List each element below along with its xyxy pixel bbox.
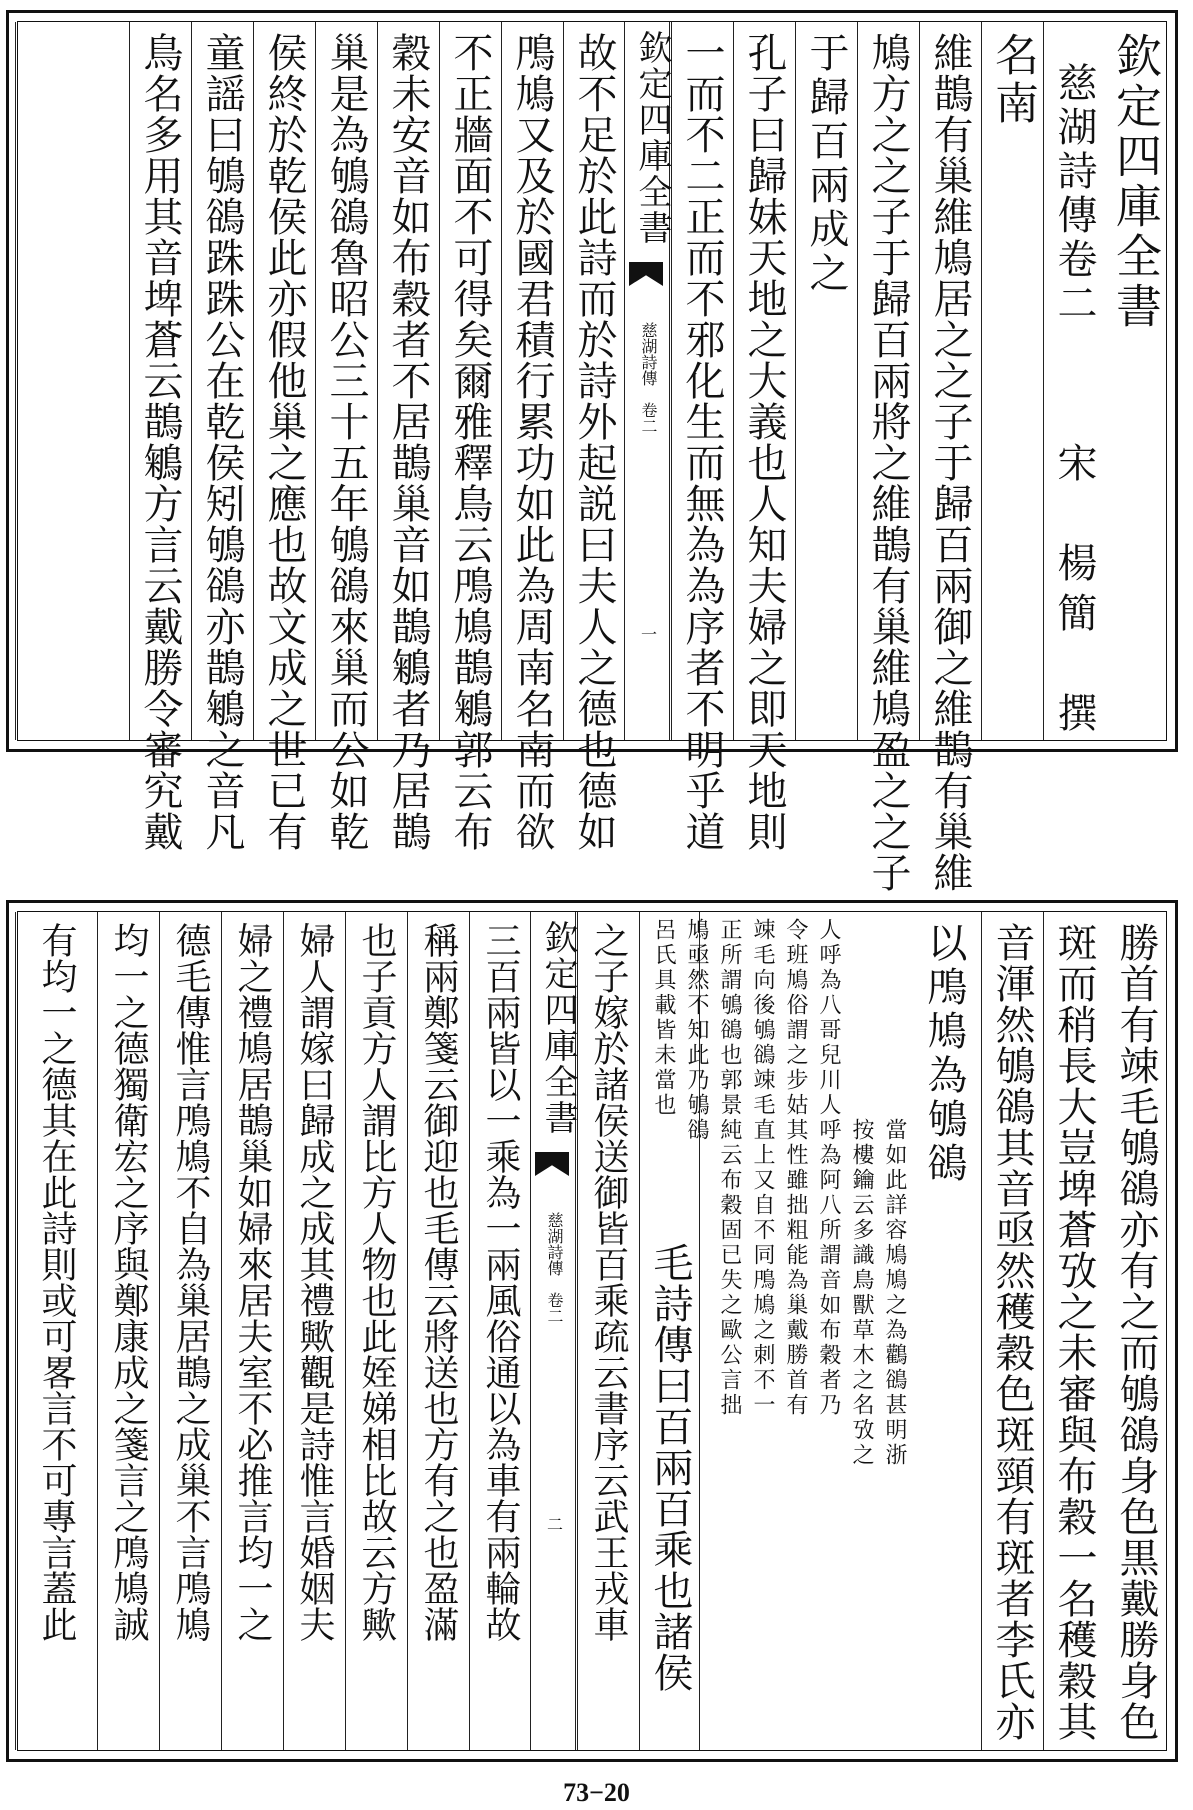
text-column <box>563 22 624 852</box>
center-fold <box>530 912 576 1750</box>
text-column <box>1043 912 1104 1750</box>
text-column <box>345 912 406 1750</box>
annotation-line: 呂氏具載皆未當也 <box>651 918 676 1118</box>
text-column <box>639 912 700 1750</box>
annotation-line: 按樓鑰云多識鳥獸草木之名攷之 <box>849 1118 874 1468</box>
text-column <box>377 22 438 852</box>
annotation-line: 人呼為八哥兒川人呼為阿八所謂音如布穀者乃 <box>816 918 841 1418</box>
text-line: 勝首有竦毛鴝鵒亦有之而鴝鵒身色黒戴勝身色 <box>1113 922 1159 1742</box>
header-text: 欽定四庫全書 <box>1109 32 1163 332</box>
text-column <box>15 912 96 1750</box>
title-text: 慈湖詩傳卷二 <box>1051 62 1097 326</box>
text-column <box>1106 912 1166 1750</box>
page-number: 一 <box>641 625 658 644</box>
text-line: 侯終於乾侯此亦假他巢之應也故文成之世已有 <box>261 32 307 852</box>
text-line: 名南 <box>987 32 1038 128</box>
annotation-line: 竦毛向後鴝鵒竦毛直上又自不同鳲鳩之刺不一 <box>750 918 775 1418</box>
text-line: 三百兩皆以一乘為一兩風俗通以為車有兩輪故 <box>480 922 521 1642</box>
text-column <box>315 22 376 852</box>
text-line: 故不足於此詩而於詩外起説曰夫人之德也德如 <box>571 32 617 852</box>
scan-page-number: 73−20 <box>563 1778 630 1807</box>
center-book-title: 欽定四庫全書 <box>538 920 578 1136</box>
text-line: 穀未安音如布穀者不居鵲巢音如鵲鵴者乃居鵲 <box>385 32 431 852</box>
center-subtitle: 慈湖詩傳 卷二 <box>639 322 658 434</box>
text-column <box>407 912 468 1750</box>
text-line: 孔子曰歸妹天地之大義也人知夫婦之即天地則 <box>741 32 787 852</box>
text-column <box>733 22 794 852</box>
text-line: 音渾然鴝鵒其音亟然穫穀色斑頸有斑者李氏亦 <box>989 922 1035 1742</box>
text-column <box>283 912 344 1750</box>
text-line: 毛詩傳曰百兩百乘也諸侯 <box>647 1242 693 1693</box>
text-line: 有均一之德其在此詩則或可畧言不可專言蓋此 <box>36 922 77 1642</box>
text-line: 鳥名多用其音埤蒼云鵲鵴方言云戴勝令審究戴 <box>137 32 183 852</box>
text-column <box>129 22 190 852</box>
text-line: 于歸百兩成之 <box>803 32 849 296</box>
text-line: 婦之禮鳩居鵲巢如婦來居夫室不必推言均一之 <box>232 922 273 1642</box>
text-line: 巢是為鴝鵒魯昭公三十五年鴝鵒來巢而公如乾 <box>323 32 369 852</box>
text-column <box>981 912 1042 1750</box>
text-line: 以鳲鳩為鴝鵒 <box>921 922 967 1186</box>
bottom-page-frame <box>17 911 1167 1751</box>
annotation-line: 鳩亟然不知此乃鴝鵒 <box>684 918 709 1143</box>
text-column <box>221 912 282 1750</box>
title-column <box>1043 22 1104 740</box>
text-line: 斑而稍長大豈埤蒼攷之未審與布穀一名穫穀其 <box>1051 922 1097 1742</box>
text-column <box>253 22 314 852</box>
text-column <box>15 22 128 740</box>
center-book-title: 欽定四庫全書 <box>632 30 672 246</box>
text-line: 維鵲有巢維鳩居之之子于歸百兩御之維鵲有巢維 <box>927 32 973 893</box>
text-line: 均一之德獨衛宏之序與鄭康成之箋言之鳲鳩誠 <box>108 922 149 1642</box>
bottom-page <box>6 900 1178 1762</box>
text-line: 婦人謂嫁曰歸成之成其禮歟觀是詩惟言婚姻夫 <box>294 922 335 1642</box>
text-line: 稱兩鄭箋云御迎也毛傳云將送也方有之也盈滿 <box>418 922 459 1642</box>
text-column <box>671 22 732 852</box>
text-column <box>97 912 158 1750</box>
text-column <box>191 22 252 852</box>
text-column <box>981 22 1042 740</box>
text-line: 也子貢方人謂比方人物也此姪娣相比故云方歟 <box>356 922 397 1642</box>
header-column <box>1106 22 1166 740</box>
text-column <box>795 22 856 740</box>
text-line: 鳲鳩又及於國君積行累功如此為周南名南而欲 <box>509 32 555 852</box>
center-fold <box>624 22 670 740</box>
text-line: 之子嫁於諸侯送御皆百乘疏云書序云武王戎車 <box>588 922 629 1642</box>
text-column <box>469 912 530 1750</box>
annotation-line: 令班鳩俗謂之步姑其性雖拙粗能為巢戴勝首有 <box>783 918 808 1418</box>
text-column <box>439 22 500 852</box>
text-line: 德毛傳惟言鳲鳩不自為巢居鵲之成巢不言鳲鳩 <box>170 922 211 1642</box>
text-line: 一而不二正而不邪化生而無為為序者不明乎道 <box>679 32 725 852</box>
annotation-line: 當如此詳容鳩鳩之為鸛鵒甚明浙 <box>882 1118 907 1468</box>
annotation-line: 正所謂鴝鵒也郭景純云布穀固已失之歐公言拙 <box>717 918 742 1418</box>
page-number: 二 <box>547 1515 564 1534</box>
text-line: 不正牆面不可得矣爾雅釋鳥云鳲鳩鵲鵴郭云布 <box>447 32 493 852</box>
text-column <box>159 912 220 1750</box>
center-subtitle: 慈湖詩傳 卷二 <box>545 1212 564 1324</box>
author-text: 宋 楊簡 撰 <box>1051 442 1097 742</box>
fish-tail-mark-icon <box>629 262 663 286</box>
top-page-frame <box>17 21 1167 893</box>
text-column <box>919 22 980 893</box>
fish-tail-mark-icon <box>535 1152 569 1176</box>
text-column <box>577 912 638 1750</box>
text-column <box>857 22 918 893</box>
top-page <box>6 10 1178 893</box>
text-column <box>501 22 562 852</box>
text-line: 童謡曰鴝鵒跦跦公在乾侯矧鴝鵒亦鵲鵴之音凡 <box>199 32 245 852</box>
text-line: 鳩方之之子于歸百兩將之維鵲有巢維鳩盈之之子 <box>865 32 911 893</box>
